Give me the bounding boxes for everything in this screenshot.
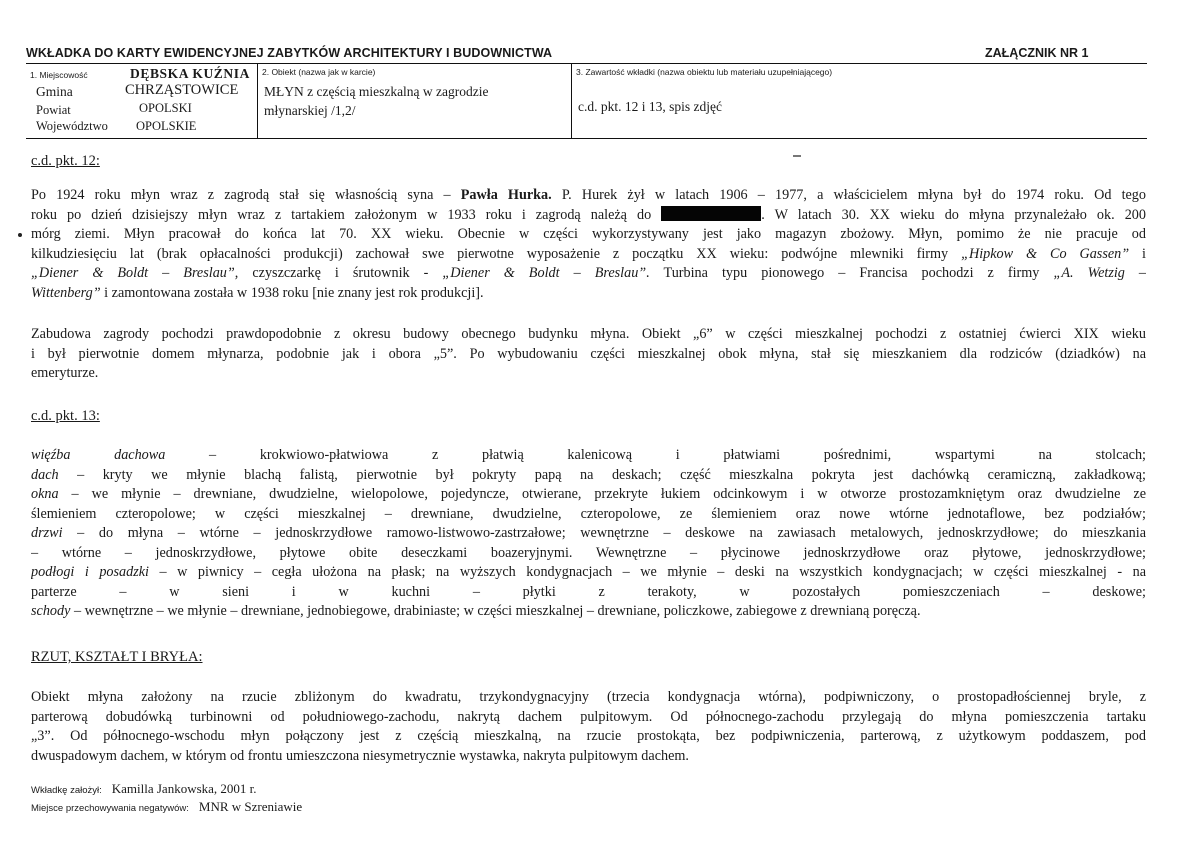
redaction-box: [661, 206, 761, 221]
contents-value: c.d. pkt. 12 i 13, spis zdjęć: [578, 99, 722, 114]
commune-value: CHRZĄSTOWICE: [125, 82, 239, 98]
storage-row: [31, 799, 302, 815]
text-line: parterze – w sieni i w kuchni – płytki z terakoty, w pozostałych pomieszczeniach – deskowe;: [31, 583, 1146, 600]
contents-cell: [571, 64, 1148, 138]
section-12-paragraph-1: [31, 186, 1146, 303]
author-label: Wkładkę założył:: [31, 785, 102, 796]
object-value-line1: MŁYN z częścią mieszkalną w zagrodzie: [264, 84, 489, 99]
text-line: Wittenberg” i zamontowana została w 1938 roku [nie znany jest rok produkcji].: [31, 284, 484, 301]
scan-mark: [793, 155, 801, 157]
storage-label: Miejsce przechowywania negatywów:: [31, 803, 189, 814]
locality-label: 1. Miejscowość: [30, 70, 88, 80]
locality-value: DĘBSKA KUŹNIA: [130, 66, 250, 81]
text-line: Po 1924 roku młyn wraz z zagrodą stał się własnością syna – Pawła Hurka. P. Hurek żył w latach 1906 – 1977, a właścicielem młyna był do 1974 roku. Od tego: [31, 187, 1146, 203]
text-line: dwuspadowym dachem, w którym od frontu umieszczona niesymetrycznie wystawka, nakryta pulpitowym dachem.: [31, 747, 689, 764]
text-line: podłogi i posadzki – w piwnicy – cegła ułożona na płask; na wyższych kondygnacjach – we młynie – deski na wszystkich kondygnacjach; w części mieszkalnej - na: [31, 564, 1146, 580]
scan-mark: [18, 233, 22, 237]
plan-paragraph: [31, 688, 1146, 766]
text-line: i był pierwotnie domem młynarza, podobnie jak i obora „5”. Po wybudowaniu części mieszkalnej obok młyna, stał się mieszkaniem dla rodziców (dziadków) na: [31, 345, 1146, 362]
header-table: [26, 63, 1147, 139]
text-line: „3”. Od północnego-wschodu młyn połączony jest z częścią mieszkalną, na rzucie prostokąta, bez podpiwniczenia, parterową, z użytkowym poddaszem, pod: [31, 728, 1146, 744]
text-line: więźba dachowa – krokwiowo-płatwiowa z płatwią kalenicową i płatwiami pośrednimi, wspartymi na stolcach;: [31, 447, 1146, 463]
annex-label: ZAŁĄCZNIK NR 1: [985, 46, 1089, 60]
storage-value: MNR w Szreniawie: [198, 799, 303, 814]
text-line: mórg ziemi. Młyn pracował do końca lat 70. XX wieku. Obecnie w części wykorzystywany jest jako magazyn zbożowy. Młyn, pomimo że nie pracuje od: [31, 226, 1146, 242]
text-line: ślemieniem czteropolowe; w części mieszkalnej – drewniane, dwudzielne, czteropolowe, ze ślemieniem oraz nowe wtórne jednotaflowe, bez podziałów;: [31, 505, 1146, 522]
text-line: dach – kryty we młynie blachą falistą, pierwotnie był pokryty papą na deskach; część mieszkalna pokryta jest dachówką ceramiczną, zakładkową;: [31, 466, 1146, 483]
text-line: – wtórne – jednoskrzydłowe, płytowe obite deseczkami boazeryjnymi. Wewnętrzne – płycinowe jednoskrzydłowe oraz płytowe, jednoskrzydłowe;: [31, 544, 1146, 561]
text-line: roku po dzień dzisiejszy młyn wraz z tartakiem założonym w 1933 roku i zagrodą należą do . W latach 30. XX wieku do młyna przynależało ok. 200: [31, 206, 1146, 223]
text-line: parterową dobudówką turbinowni od południowego-zachodu, nakrytą dachem pulpitowym. Od północnego-zachodu przylegają do młyna pomieszczenia tartaku: [31, 708, 1146, 725]
text-line: drzwi – do młyna – wtórne – jednoskrzydłowe ramowo-listwowo-zastrzałowe; wewnętrzne – deskowe na zawiasach metalowych, jednoskrzydłowe; do mieszkania: [31, 525, 1146, 541]
contents-label: 3. Zawartość wkładki (nazwa obiektu lub materiału uzupełniającego): [576, 67, 833, 77]
plan-heading: RZUT, KSZTAŁT I BRYŁA:: [31, 649, 203, 665]
document-title: WKŁADKA DO KARTY EWIDENCYJNEJ ZABYTKÓW ARCHITEKTURY I BUDOWNICTWA: [26, 46, 553, 60]
voivodeship-value: OPOLSKIE: [136, 119, 197, 133]
author-value: Kamilla Jankowska, 2001 r.: [111, 781, 257, 796]
text-line: Obiekt młyna założony na rzucie zbliżonym do kwadratu, trzykondygnacyjny (trzecia kondygnacja wtórna), podpiwniczony, o prostopadłościennej bryle, z: [31, 689, 1146, 705]
section-13-list: [31, 446, 1146, 622]
object-cell: [257, 64, 571, 138]
text-line: schody – wewnętrzne – we młynie – drewniane, jednobiegowe, drabiniaste; w części mieszkalnej – drewniane, policzkowe, zabiegowe z drewnianą poręczą.: [31, 603, 921, 619]
section-12-heading: c.d. pkt. 12:: [31, 153, 100, 169]
text-line: emeryturze.: [31, 365, 99, 381]
commune-label: Gmina: [36, 84, 73, 99]
author-row: [31, 781, 257, 797]
section-12-paragraph-2: [31, 325, 1146, 384]
voivodeship-label: Województwo: [36, 119, 108, 133]
text-line: okna – we młynie – drewniane, dwudzielne, wielopolowe, pojedyncze, otwierane, przekryte łukiem odcinkowym i w otworze prostozamkniętym oraz dwudzielne ze: [31, 486, 1146, 502]
object-value-line2: młynarskiej /1,2/: [264, 103, 356, 118]
text-line: Zabudowa zagrody pochodzi prawdopodobnie z okresu budowy obecnego budynku młyna. Obiekt „6” w części mieszkalnej pochodzi z ostatniej ćwierci XIX wieku: [31, 326, 1146, 342]
district-value: OPOLSKI: [139, 101, 192, 115]
district-label: Powiat: [36, 103, 71, 117]
object-label: 2. Obiekt (nazwa jak w karcie): [262, 67, 376, 77]
location-cell: [26, 64, 256, 138]
text-line: „Diener & Boldt – Breslau”, czyszczarkę i śrutownik - „Diener & Boldt – Breslau”. Turbina typu pionowego – Francisa pochodzi z firmy „A. Wetzig –: [31, 265, 1146, 281]
section-13-heading: c.d. pkt. 13:: [31, 408, 100, 424]
text-line: kilkudziesięciu lat (brak opłacalności produkcji) zachował swe pierwotne wyposażenie z początku XX wieku: podwójne mlewniki firmy „Hipkow & Co Gassen” i: [31, 245, 1146, 262]
